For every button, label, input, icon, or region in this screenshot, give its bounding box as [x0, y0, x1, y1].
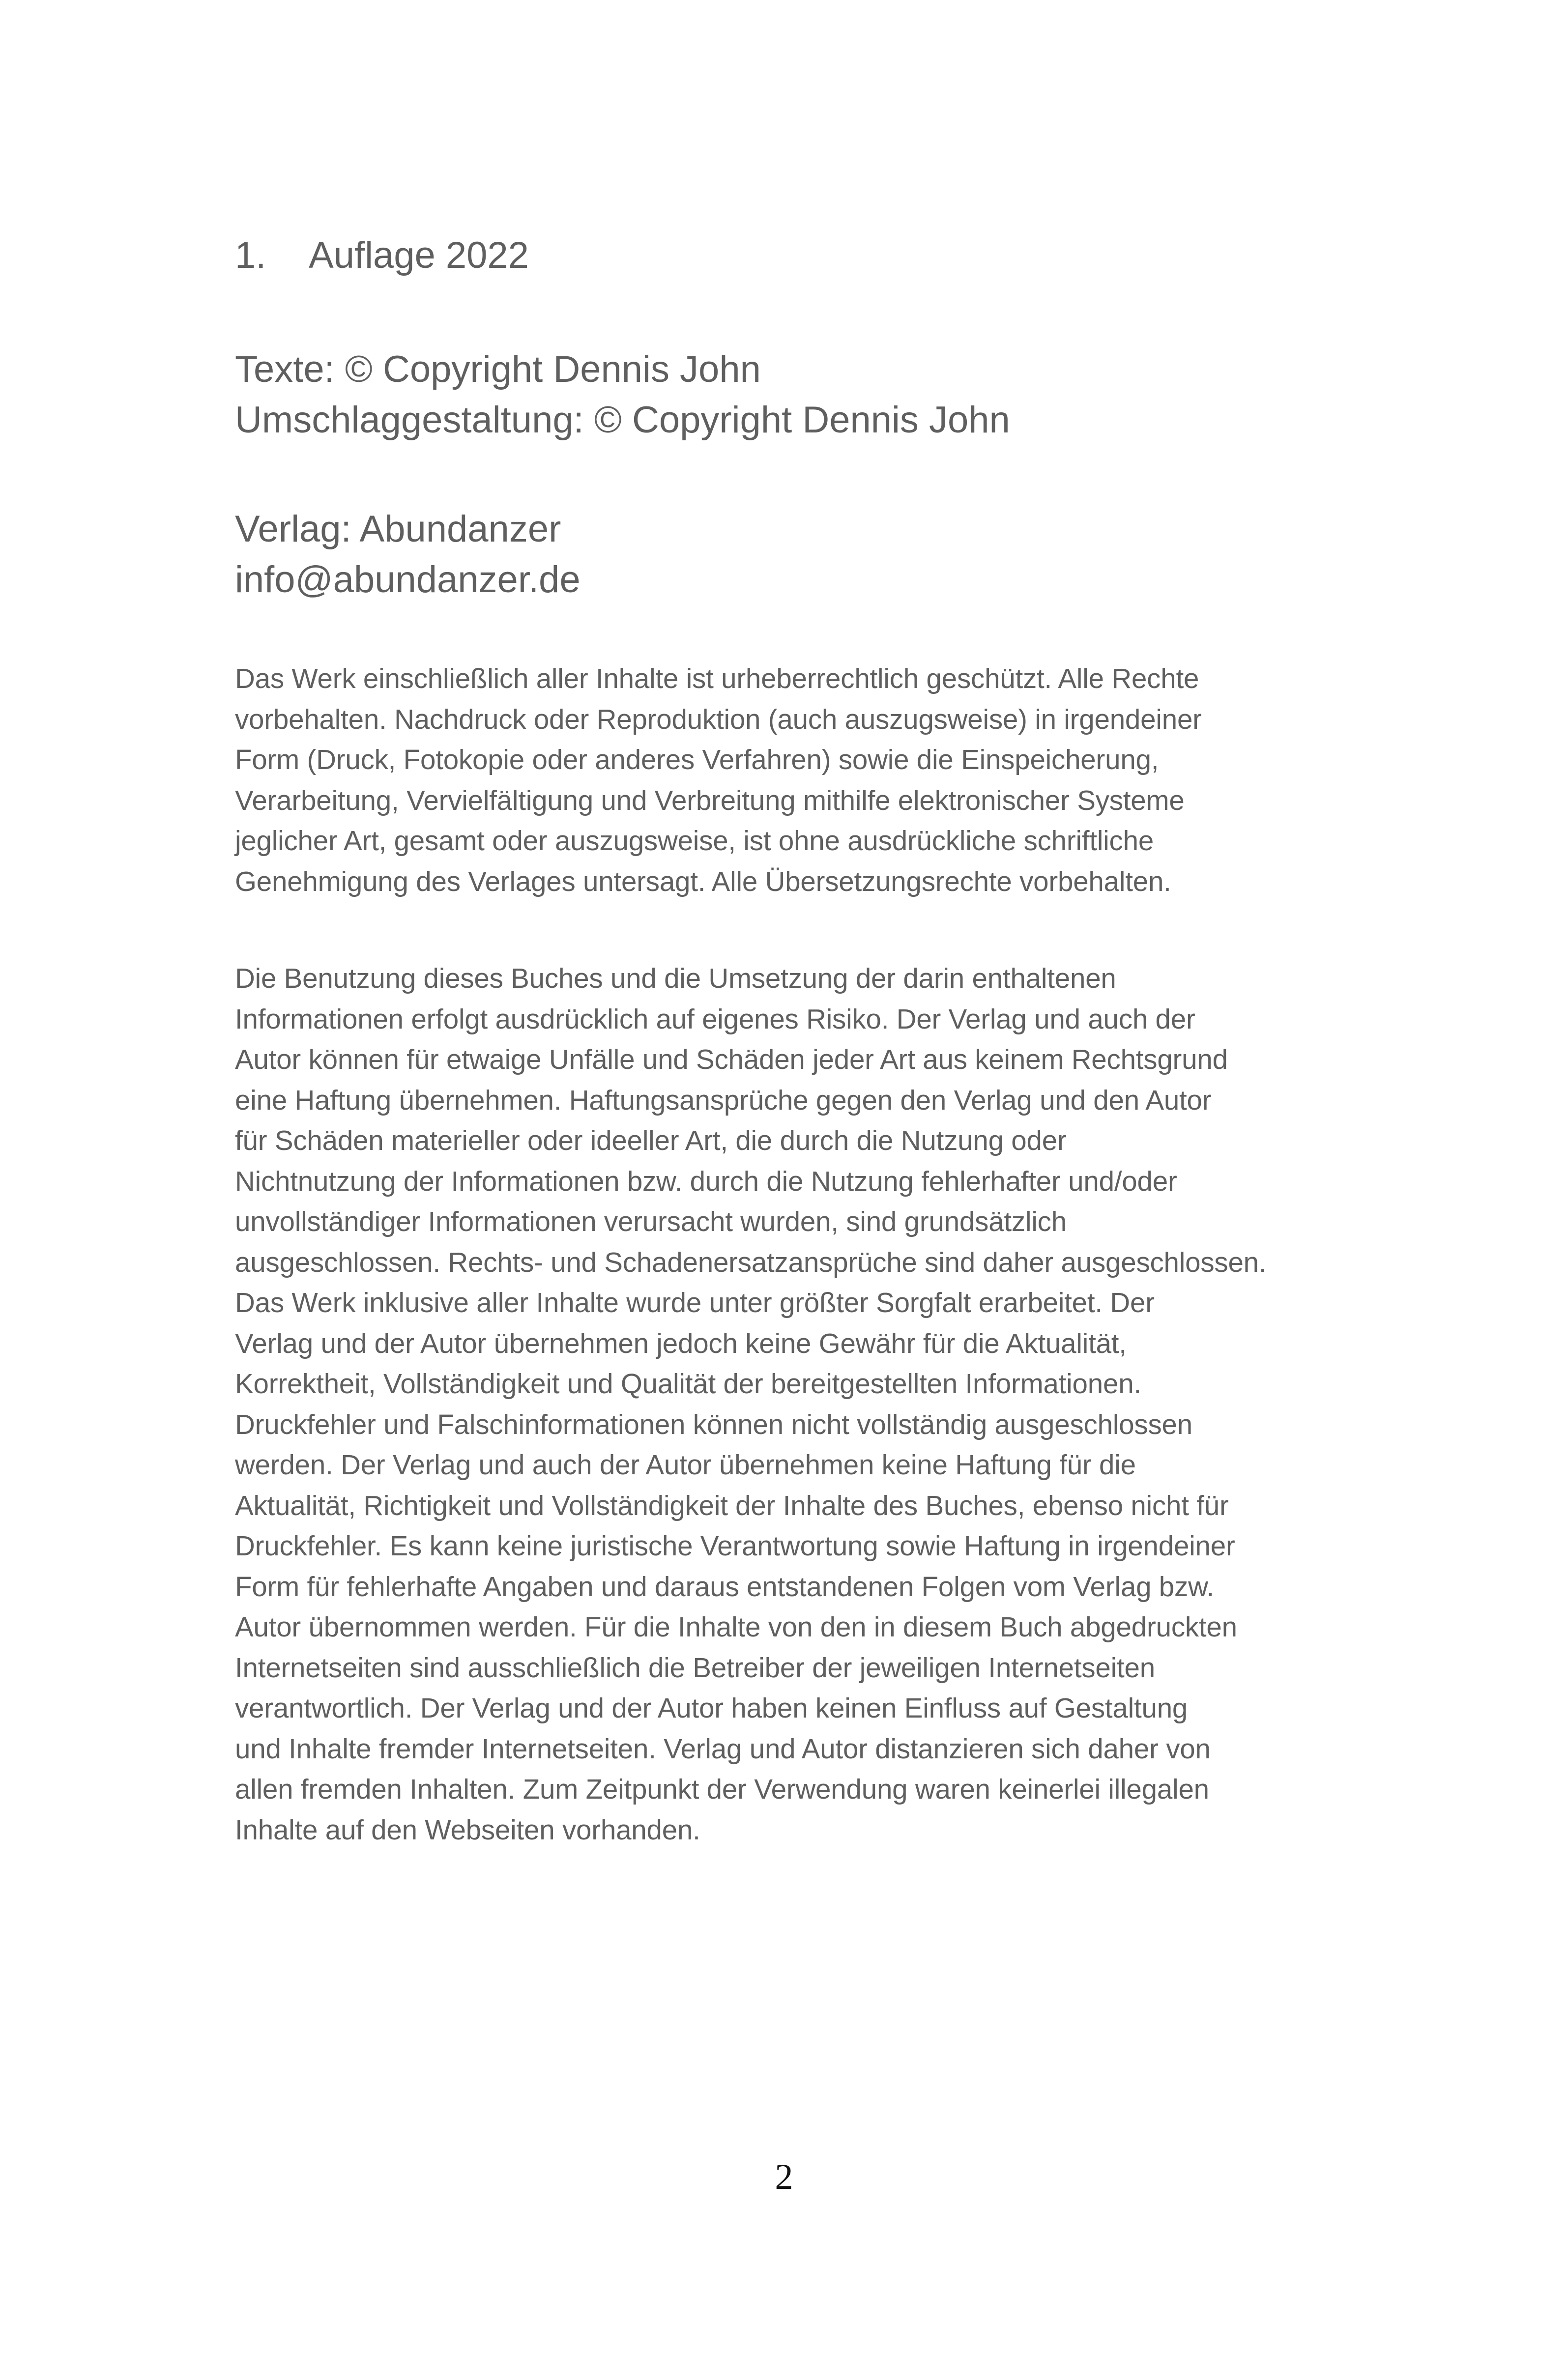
copyright-notice-paragraph: Das Werk einschließlich aller Inhalte ist urheberrechtlich geschützt. Alle Rechte vorbehalten. Nachdruck oder Reproduktion (auch auszugsweise) in irgendeiner Form (Druck, Fotokopie oder anderes Verfahren) sowie die Einspeicherung, Verarbeitung, Vervielfältigung und Verbreitung mithilfe elektronischer Systeme jeglicher Art, gesamt oder auszugsweise, ist ohne ausdrückliche schriftliche Genehmigung des Verlages untersagt. Alle Übersetzungsrechte vorbehalten.	[235, 663, 1202, 897]
texts-copyright: Texte: © Copyright Dennis John	[235, 348, 761, 390]
cover-copyright: Umschlaggestaltung: © Copyright Dennis John	[235, 399, 1010, 441]
edition-line	[235, 231, 529, 280]
edition-text: Auflage 2022	[309, 234, 529, 276]
publisher-block	[235, 504, 581, 605]
edition-number: 1.	[235, 234, 266, 276]
credits-block	[235, 344, 1010, 445]
liability-disclaimer-paragraph: Die Benutzung dieses Buches und die Umsetzung der darin enthaltenen Informationen erfolgt ausdrücklich auf eigenes Risiko. Der Verlag und auch der Autor können für etwaige Unfälle und Schäden jeder Art aus keinem Rechtsgrund eine Haftung übernehmen. Haftungsansprüche gegen den Verlag und den Autor für Schäden materieller oder ideeller Art, die durch die Nutzung oder Nichtnutzung der Informationen bzw. durch die Nutzung fehlerhafter und/oder unvollständiger Informationen verursacht wurden, sind grundsätzlich ausgeschlossen. Rechts- und Schadenersatzansprüche sind daher ausgeschlossen. Das Werk inklusive aller Inhalte wurde unter größter Sorgfalt erarbeitet. Der Verlag und der Autor übernehmen jedoch keine Gewähr für die Aktualität, Korrektheit, Vollständigkeit und Qualität der bereitgestellten Informationen. Druckfehler und Falschinformationen können nicht vollständig ausgeschlossen werden. Der Verlag und auch der Autor übernehmen keine Haftung für die Aktualität, Richtigkeit und Vollständigkeit der Inhalte des Buches, ebenso nicht für Druckfehler. Es kann keine juristische Verantwortung sowie Haftung in irgendeiner Form für fehlerhafte Angaben und daraus entstandenen Folgen vom Verlag bzw. Autor übernommen werden. Für die Inhalte von den in diesem Buch abgedruckten Internetseiten sind ausschließlich die Betreiber der jeweiligen Internetseiten verantwortlich. Der Verlag und der Autor haben keinen Einfluss auf Gestaltung und Inhalte fremder Internetseiten. Verlag und Autor distanzieren sich daher von allen fremden Inhalten. Zum Zeitpunkt der Verwendung waren keinerlei illegalen Inhalte auf den Webseiten vorhanden.	[235, 963, 1267, 1845]
publisher-name: Verlag: Abundanzer	[235, 508, 561, 550]
page-number: 2	[775, 2157, 793, 2197]
publisher-email: info@abundanzer.de	[235, 559, 581, 601]
